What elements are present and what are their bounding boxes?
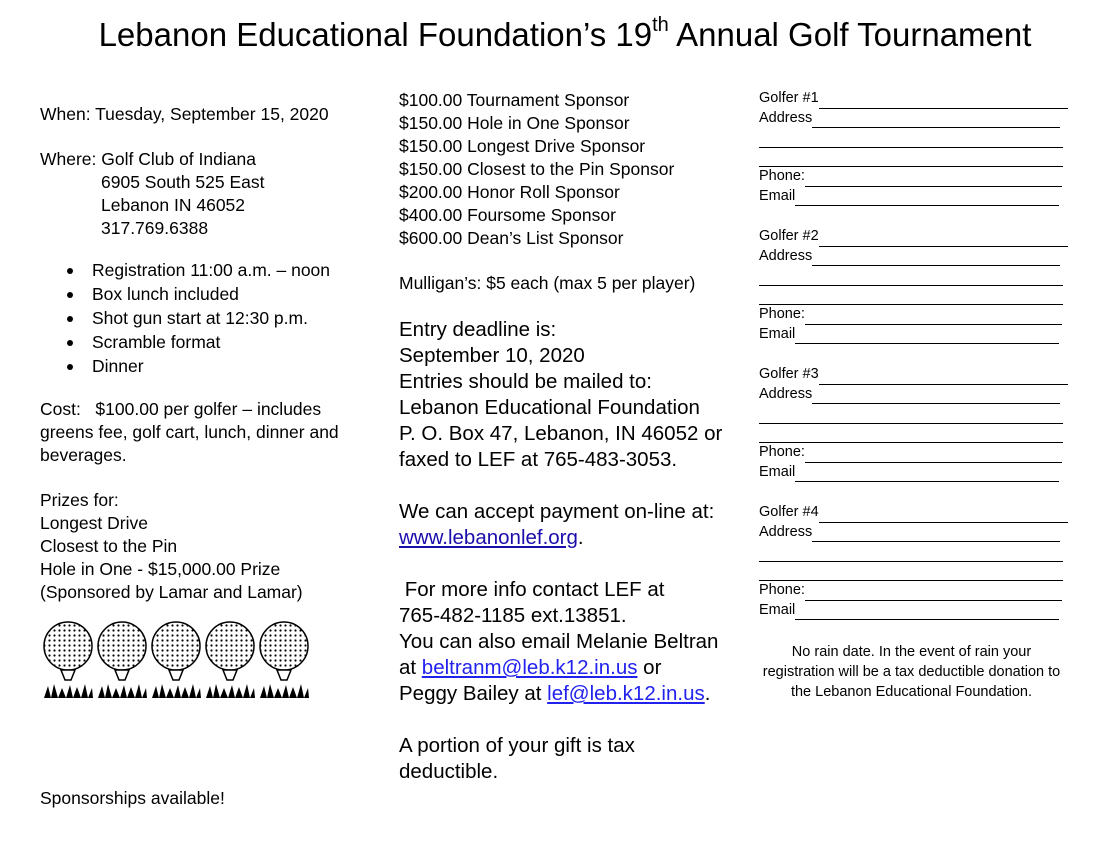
address-field-3[interactable] (759, 428, 1063, 443)
sponsorships-note: Sponsorships available! (40, 788, 225, 808)
website-link[interactable]: www.lebanonlef.org (399, 526, 578, 549)
golf-ball-icon (42, 618, 94, 700)
phone-line (759, 305, 1079, 325)
cost-line: greens fee, golf cart, lunch, dinner and (40, 422, 339, 442)
address-line-2 (759, 128, 1079, 148)
list-item: Box lunch included (92, 282, 370, 306)
golfer-entry (759, 89, 1079, 206)
phone-line (759, 581, 1079, 601)
golfer-name-field[interactable] (819, 370, 1068, 385)
address-field-2[interactable] (759, 133, 1063, 148)
email-field[interactable] (795, 329, 1059, 344)
email-field[interactable] (795, 467, 1059, 482)
email-field[interactable] (795, 191, 1059, 206)
sponsorship-item: $150.00 Hole in One Sponsor (399, 113, 630, 133)
list-item: Registration 11:00 a.m. – noon (92, 258, 370, 282)
email-prefix: Peggy Bailey at (399, 682, 548, 705)
sponsorship-item: $400.00 Foursome Sponsor (399, 205, 616, 225)
info-line: 765-482-1185 ext.13851. (399, 604, 627, 627)
sponsorship-item: $100.00 Tournament Sponsor (399, 90, 630, 110)
address-field-3[interactable] (759, 566, 1063, 581)
golf-ball-icon (150, 618, 202, 700)
email-label: Email (759, 463, 796, 480)
payment-line (399, 525, 739, 551)
golf-balls-illustration (42, 618, 370, 700)
phone-field[interactable] (805, 448, 1062, 463)
phone-label: Phone: (759, 582, 805, 598)
phone-line (759, 167, 1079, 187)
entry-line: Entries should be mailed to: (399, 370, 652, 393)
email-suffix: . (704, 682, 711, 705)
golf-ball-icon (96, 618, 148, 700)
golf-ball-icon (204, 618, 256, 700)
info-line: For more info contact LEF at (399, 578, 665, 601)
email-suffix: or (637, 656, 662, 679)
cost-line: beverages. (40, 445, 127, 465)
prize-item: Longest Drive (40, 513, 148, 533)
golfer-label: Golfer #1 (759, 90, 819, 106)
sponsorship-item: $150.00 Closest to the Pin Sponsor (399, 159, 675, 179)
entry-line: September 10, 2020 (399, 344, 585, 367)
prize-sponsor: (Sponsored by Lamar and Lamar) (40, 582, 303, 602)
phone-label: Phone: (759, 168, 805, 184)
golfer-name-field[interactable] (819, 232, 1068, 247)
address-label: Address (759, 109, 813, 126)
entry-info (399, 317, 739, 785)
rain-date-note: No rain date. In the event of rain your registration will be a tax deductible donation to the Lebanon Educational Foundation. (762, 644, 1061, 700)
golf-ball-icon (258, 618, 310, 700)
email-line (399, 655, 739, 681)
entry-line: P. O. Box 47, Lebanon, IN 46052 or (399, 422, 723, 445)
phone-line (759, 443, 1079, 463)
address-label: Address (759, 385, 813, 402)
page-title (0, 16, 1100, 54)
address-line-3 (759, 424, 1079, 444)
title-superscript: th (652, 14, 669, 36)
registration-form (759, 89, 1079, 717)
event-details-list (40, 258, 370, 378)
title-text-end: Annual Golf Tournament (668, 16, 1032, 53)
address-line (759, 109, 1079, 129)
phone-field[interactable] (805, 310, 1062, 325)
golfer-name-line (759, 227, 1079, 247)
address-line-3 (759, 148, 1079, 168)
email-prefix: at (399, 656, 422, 679)
list-item: Dinner (92, 354, 370, 378)
prizes-heading: Prizes for: (40, 490, 119, 510)
list-item: Scramble format (92, 330, 370, 354)
golfer-name-line (759, 503, 1079, 523)
info-line: You can also email Melanie Beltran (399, 630, 719, 653)
address-line-2 (759, 266, 1079, 286)
phone-label: Phone: (759, 306, 805, 322)
golfer-name-line (759, 89, 1079, 109)
phone-field[interactable] (805, 586, 1062, 601)
email-line (759, 325, 1079, 345)
venue-phone: 317.769.6388 (101, 218, 209, 238)
address-field-2[interactable] (759, 409, 1063, 424)
payment-text: We can accept payment on-line at: (399, 500, 715, 523)
golfer-label: Golfer #3 (759, 366, 819, 382)
address-field-3[interactable] (759, 290, 1063, 305)
middle-column (399, 89, 739, 785)
list-item: Shot gun start at 12:30 p.m. (92, 306, 370, 330)
prize-item: Hole in One - $15,000.00 Prize (40, 559, 281, 579)
email-label: Email (759, 187, 796, 204)
phone-label: Phone: (759, 444, 805, 460)
sponsorship-item: $200.00 Honor Roll Sponsor (399, 182, 620, 202)
address-line (759, 247, 1079, 267)
address-line-2 (759, 404, 1079, 424)
email-line (759, 463, 1079, 483)
sponsorship-item: $600.00 Dean’s List Sponsor (399, 228, 624, 248)
email-link-peggy[interactable]: lef@leb.k12.in.us (547, 682, 705, 705)
phone-field[interactable] (805, 172, 1062, 187)
address-line-3 (759, 562, 1079, 582)
address-label: Address (759, 247, 813, 264)
entry-line: faxed to LEF at 765-483-3053. (399, 448, 678, 471)
address-line-3 (759, 286, 1079, 306)
golfer-entry (759, 503, 1079, 620)
tax-line: deductible. (399, 760, 499, 783)
golfer-label: Golfer #4 (759, 504, 819, 520)
venue-city: Lebanon IN 46052 (101, 195, 246, 215)
address-field[interactable] (812, 527, 1060, 542)
address-field-2[interactable] (759, 547, 1063, 562)
cost-line: Cost: $100.00 per golfer – includes (40, 399, 322, 419)
address-line (759, 523, 1079, 543)
venue-name: Where: Golf Club of Indiana (40, 149, 256, 169)
email-label: Email (759, 601, 796, 618)
email-link-melanie[interactable]: beltranm@leb.k12.in.us (421, 656, 638, 679)
tax-line: A portion of your gift is tax (399, 734, 635, 757)
entry-line: Entry deadline is: (399, 318, 557, 341)
email-field[interactable] (795, 605, 1059, 620)
entry-line: Lebanon Educational Foundation (399, 396, 700, 419)
email-line (399, 681, 739, 707)
left-column (40, 103, 370, 808)
venue-street: 6905 South 525 East (101, 172, 265, 192)
address-field[interactable] (812, 113, 1060, 128)
mulligans-info: Mulligan’s: $5 each (max 5 per player) (399, 273, 696, 293)
address-line (759, 385, 1079, 405)
address-label: Address (759, 523, 813, 540)
sponsorship-item: $150.00 Longest Drive Sponsor (399, 136, 646, 156)
address-line-2 (759, 542, 1079, 562)
golfer-entry (759, 227, 1079, 344)
email-line (759, 601, 1079, 621)
address-field-3[interactable] (759, 152, 1063, 167)
payment-period: . (577, 526, 584, 549)
email-label: Email (759, 325, 796, 342)
golfer-name-field[interactable] (819, 94, 1068, 109)
address-field-2[interactable] (759, 271, 1063, 286)
golfer-entry (759, 365, 1079, 482)
event-date: When: Tuesday, September 15, 2020 (40, 104, 329, 124)
title-text: Lebanon Educational Foundation’s 19 (98, 16, 653, 53)
address-field[interactable] (812, 389, 1060, 404)
email-line (759, 187, 1079, 207)
golfer-name-line (759, 365, 1079, 385)
prize-item: Closest to the Pin (40, 536, 178, 556)
golfer-name-field[interactable] (819, 508, 1068, 523)
sponsorship-list (399, 89, 739, 295)
address-field[interactable] (812, 251, 1060, 266)
golfer-label: Golfer #2 (759, 228, 819, 244)
